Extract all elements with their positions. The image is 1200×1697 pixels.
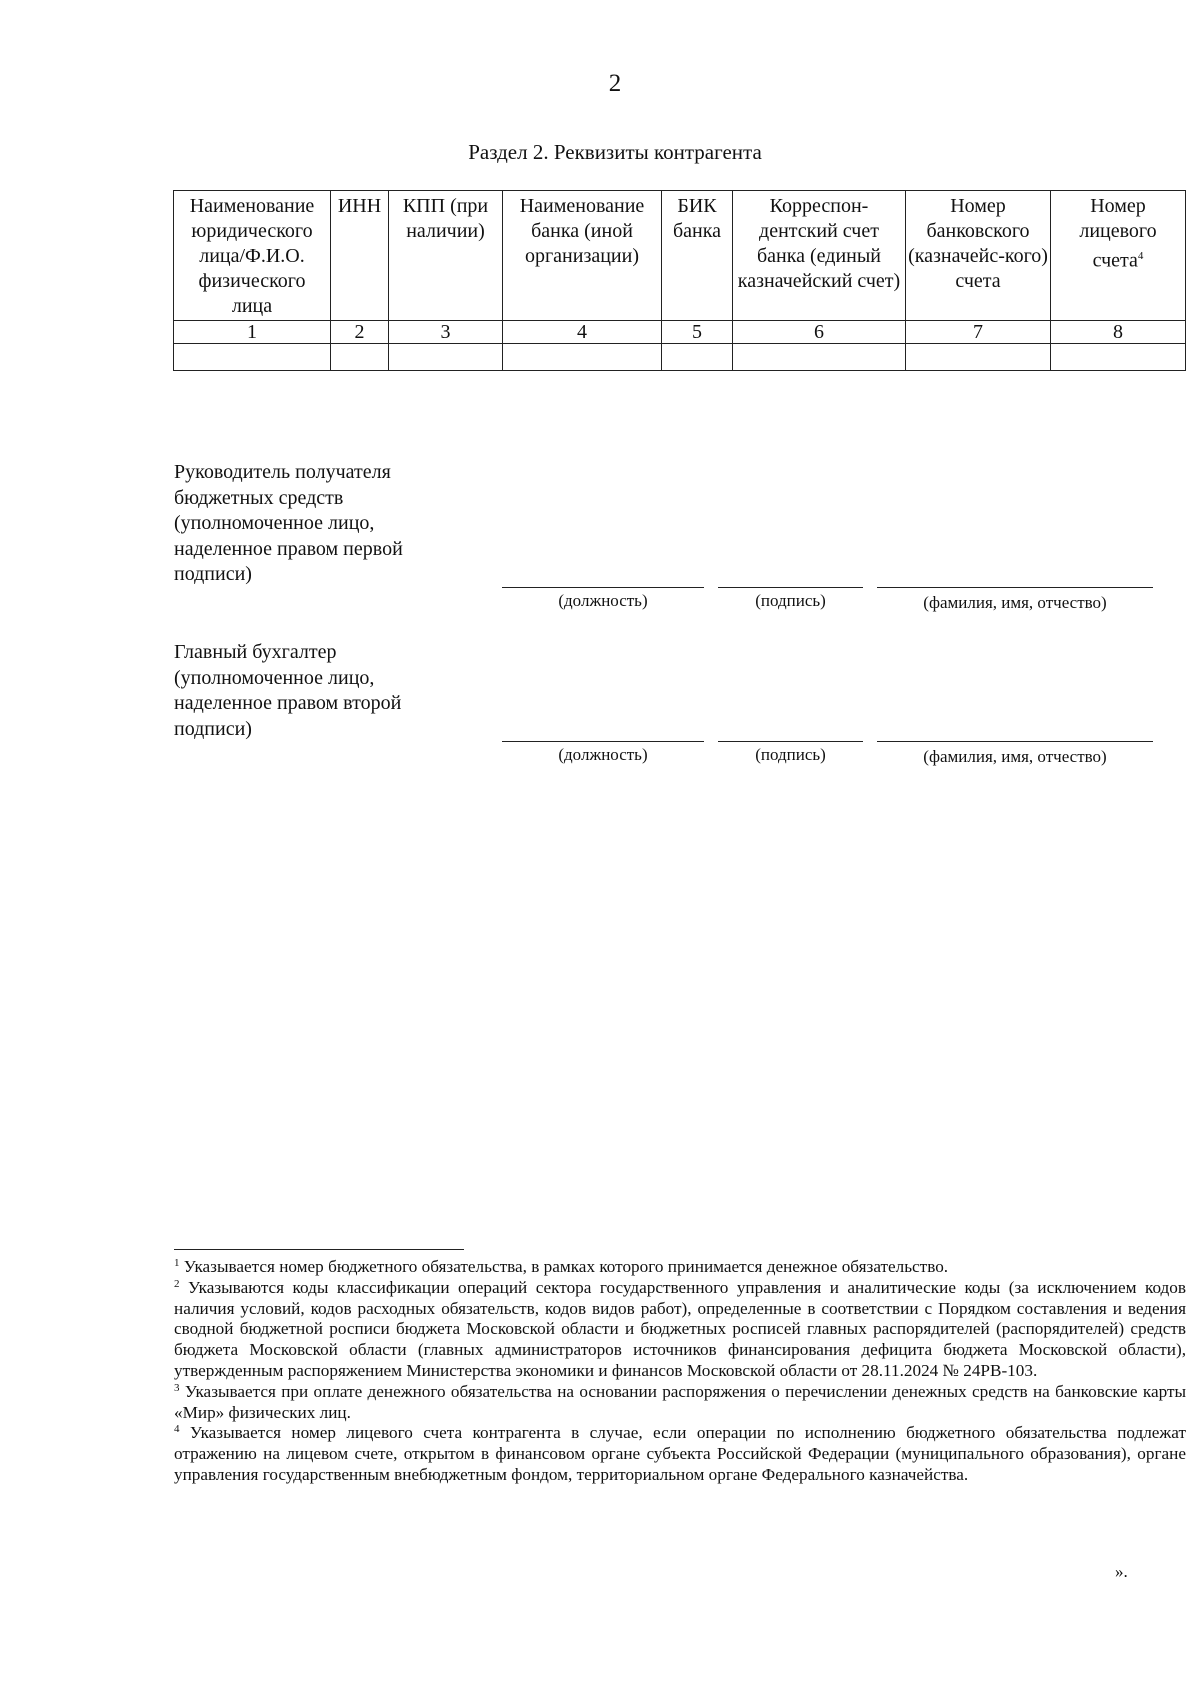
table-cell xyxy=(733,344,906,371)
footnote xyxy=(174,1278,1186,1382)
header-cell-text: Номер лицевого счета xyxy=(1079,195,1157,272)
caption-position: (должность) xyxy=(558,591,648,610)
column-number: 2 xyxy=(331,321,389,344)
signature-line-name xyxy=(877,587,1153,588)
column-number: 8 xyxy=(1051,321,1186,344)
footnote-separator xyxy=(174,1249,464,1250)
footnote-mark: 1 xyxy=(174,1257,180,1269)
column-number: 4 xyxy=(503,321,662,344)
signature-line-position xyxy=(502,741,704,742)
signature-line-position xyxy=(502,587,704,588)
caption-signature: (подпись) xyxy=(755,591,826,610)
header-cell: ИНН xyxy=(331,191,389,321)
table-row xyxy=(174,344,1186,371)
signatory-label-head: Руководитель получателя бюджетных средств (уполномоченное лицо, наделенное правом первой подписи) xyxy=(174,461,403,585)
requisites-table xyxy=(173,190,1186,371)
footnote-text: Указывается номер бюджетного обязательства, в рамках которого принимается денежное обязательство. xyxy=(183,1257,949,1276)
caption-name: (фамилия, имя, отчество) xyxy=(923,747,1107,766)
header-cell: БИК банка xyxy=(662,191,733,321)
footnote-mark: 2 xyxy=(174,1277,180,1290)
column-number: 1 xyxy=(174,321,331,344)
table-cell xyxy=(389,344,503,371)
footnote-text: Указываются коды классификации операций сектора государственного управления и аналитические коды (за исключением кодов наличия условий, кодов расходных обязательств, кодов видов работ), определенные в соответствии с Порядком составления и ведения сводной бюджетной росписи бюджета Московской области и бюджетных росписей главных распорядителей (распорядителей) средств бюджета Московской области (главных администраторов источников финансирования дефицита бюджета Московской области), утвержденным распоряжением Министерства экономики и финансов Московской области от 28.11.2024 № 24РВ-103. xyxy=(174,1277,1187,1380)
page-number: 2 xyxy=(608,70,622,97)
footnote-text: Указывается номер лицевого счета контрагента в случае, если операции по исполнению бюджетного обязательства подлежат отражению на лицевом счете, открытом в финансовом органе субъекта Российской Федерации (муниципального образования), органе управления государственным внебюджетным фондом, территориальном органе Федерального казначейства. xyxy=(174,1423,1187,1484)
footnotes xyxy=(174,1257,1186,1486)
header-cell xyxy=(1051,191,1186,321)
header-cell: Наименование банка (иной организации) xyxy=(503,191,662,321)
table-cell xyxy=(906,344,1051,371)
signature-line-sign xyxy=(718,741,863,742)
header-cell: Номер банковского (казначейс-кого) счета xyxy=(906,191,1051,321)
table-cell xyxy=(503,344,662,371)
header-cell: Наименование юридического лица/Ф.И.О. физического лица xyxy=(174,191,331,321)
table-header-row xyxy=(174,191,1186,321)
footnote-ref: 4 xyxy=(1137,250,1144,262)
table-number-row xyxy=(174,321,1186,344)
section-title: Раздел 2. Реквизиты контрагента xyxy=(468,140,762,164)
column-number: 3 xyxy=(389,321,503,344)
footnote xyxy=(174,1382,1186,1424)
signature-line-sign xyxy=(718,587,863,588)
signature-line-name xyxy=(877,741,1153,742)
table-cell xyxy=(662,344,733,371)
column-number: 7 xyxy=(906,321,1051,344)
header-cell: Корреспон-дентский счет банка (единый казначейский счет) xyxy=(733,191,906,321)
caption-signature: (подпись) xyxy=(755,745,826,764)
footnote-text: Указывается при оплате денежного обязательства на основании распоряжения о перечислении денежных средств на банковские карты «Мир» физических лиц. xyxy=(174,1381,1187,1422)
table-cell xyxy=(1051,344,1186,371)
footnote-mark: 4 xyxy=(174,1423,180,1436)
caption-position: (должность) xyxy=(558,745,648,764)
column-number: 5 xyxy=(662,321,733,344)
caption-name: (фамилия, имя, отчество) xyxy=(923,593,1107,612)
table-cell xyxy=(331,344,389,371)
closing-quote: ». xyxy=(1115,1562,1128,1581)
signatory-label-accountant: Главный бухгалтер (уполномоченное лицо, наделенное правом второй подписи) xyxy=(174,641,402,740)
footnote-mark: 3 xyxy=(174,1381,180,1394)
footnote xyxy=(174,1257,1186,1278)
footnote xyxy=(174,1423,1186,1485)
table-cell xyxy=(174,344,331,371)
header-cell: КПП (при наличии) xyxy=(389,191,503,321)
column-number: 6 xyxy=(733,321,906,344)
